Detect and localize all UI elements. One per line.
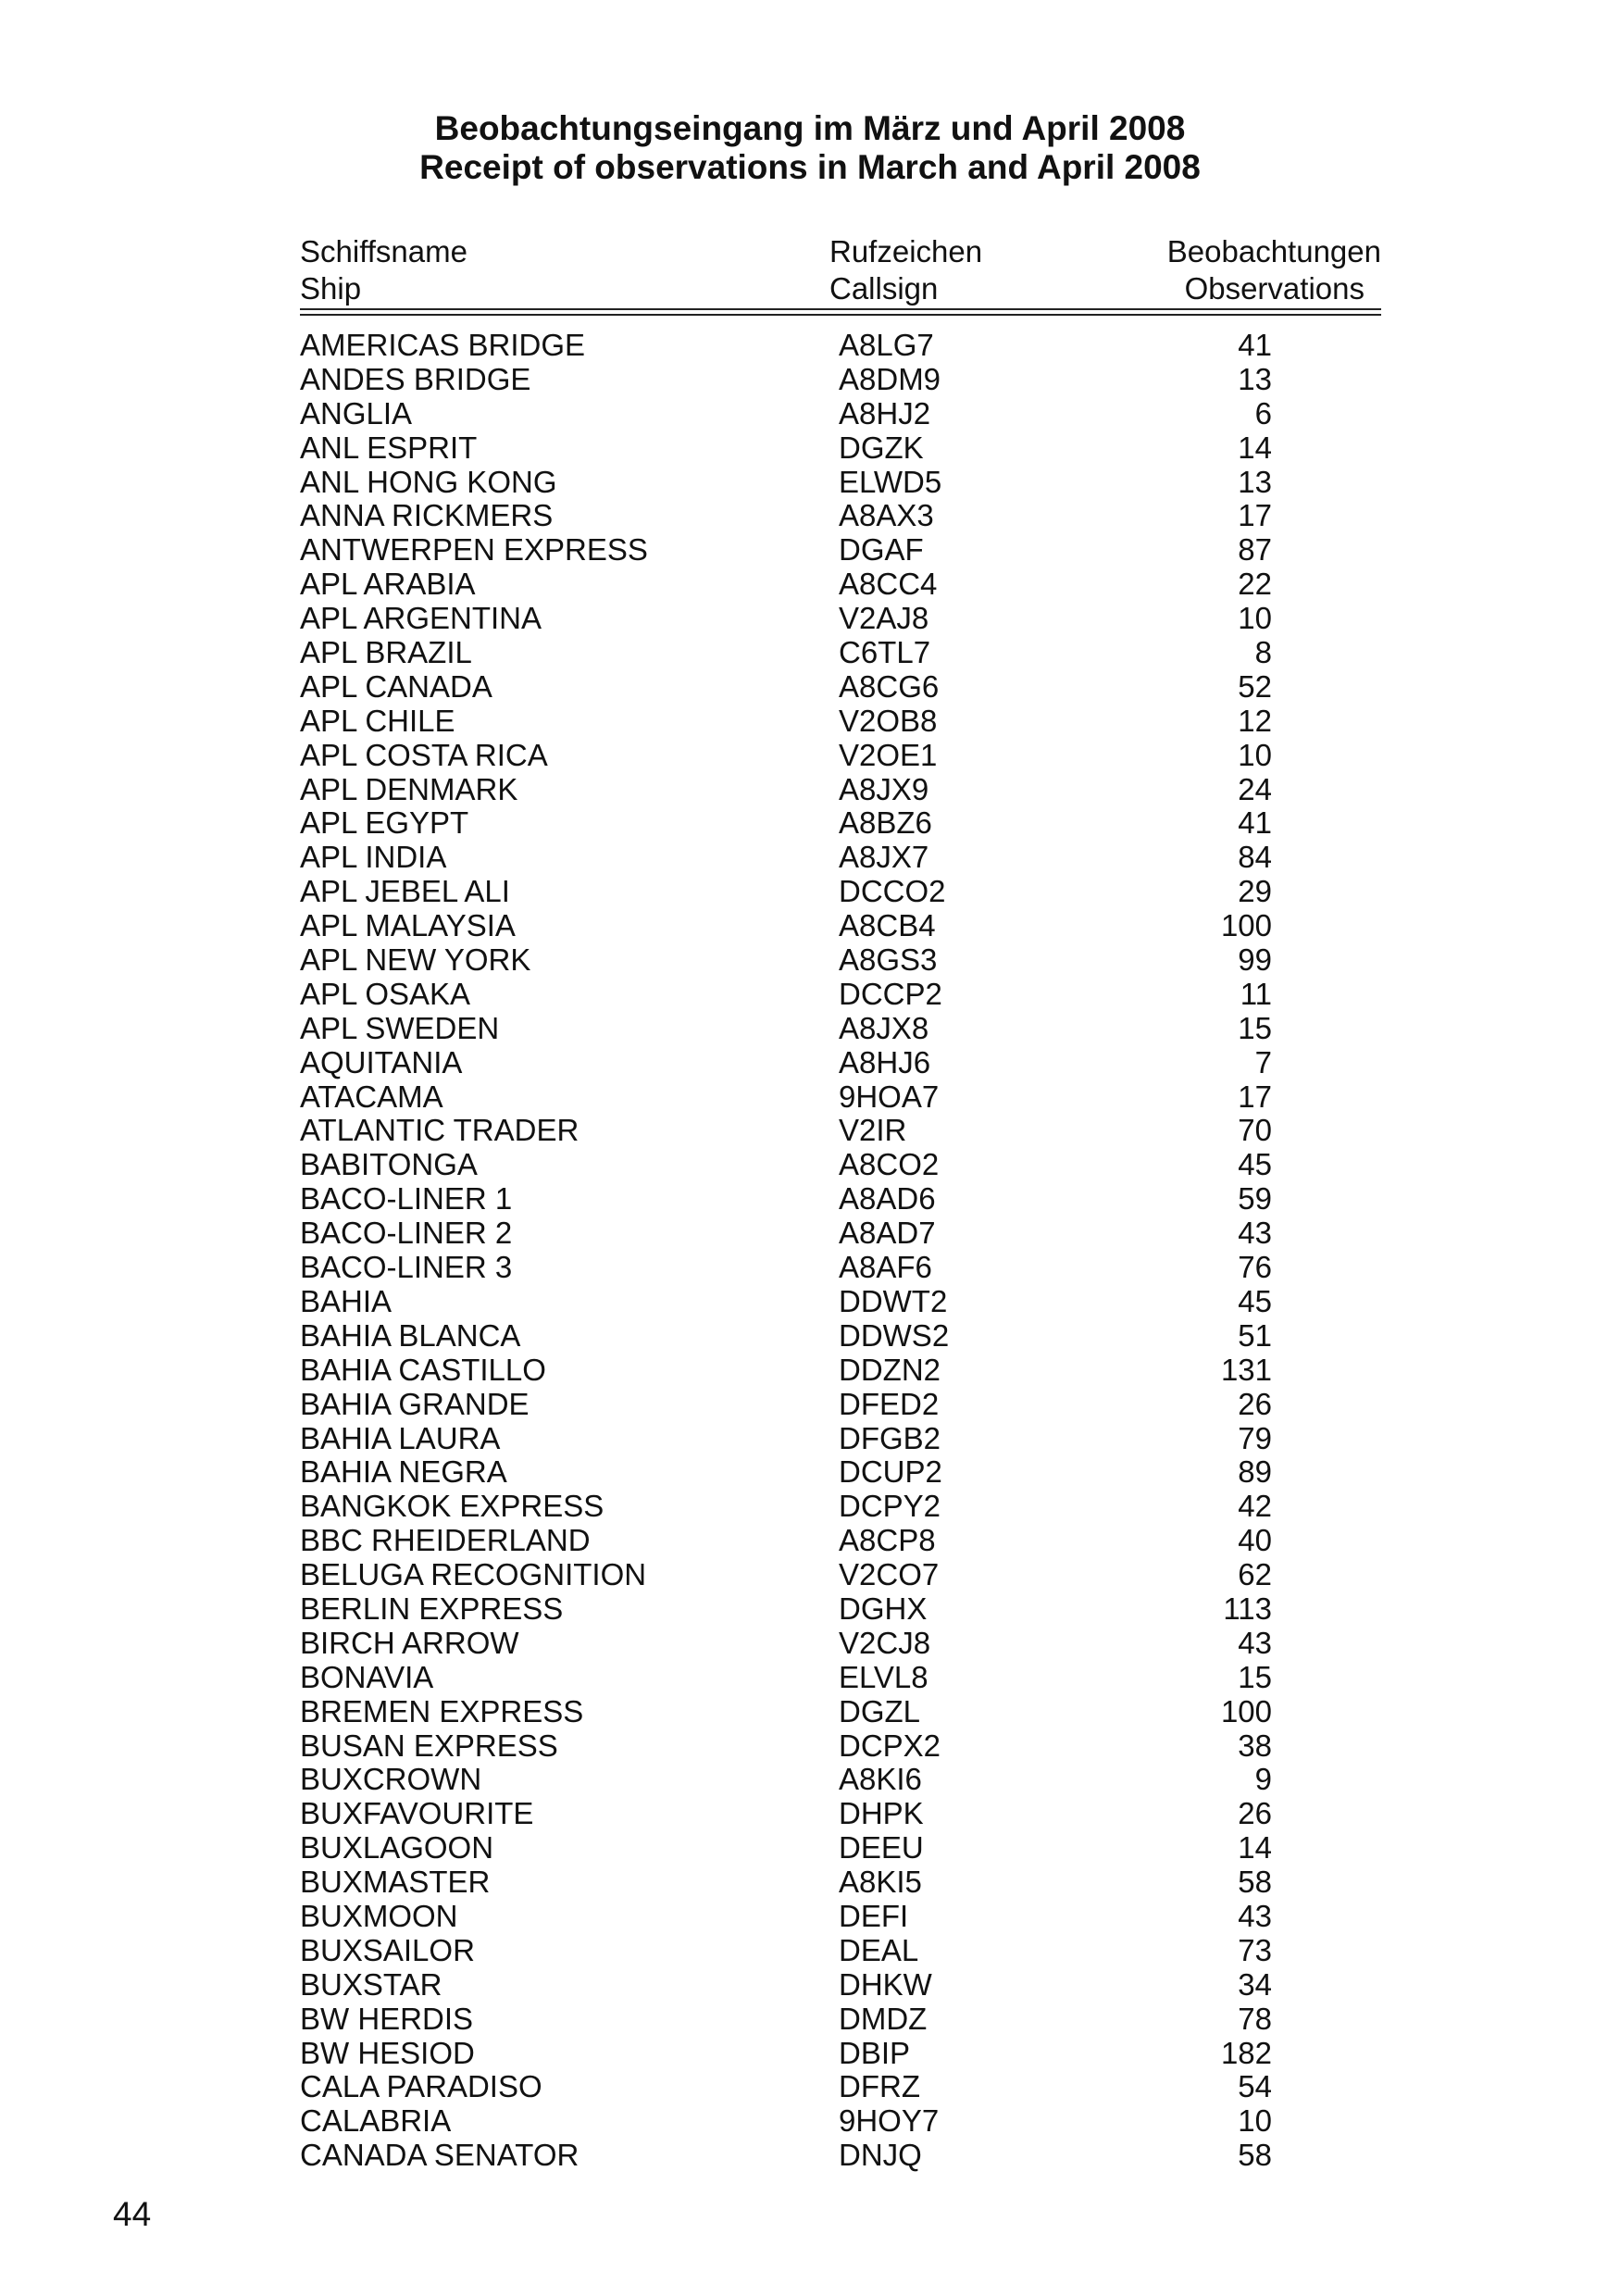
callsign-cell: A8AD6 (839, 1181, 936, 1217)
observations-cell: 58 (1238, 2138, 1272, 2173)
table-row (300, 908, 1381, 942)
observations-cell: 131 (1220, 1352, 1272, 1387)
callsign-cell: V2CJ8 (839, 1625, 931, 1660)
callsign-cell: A8CB4 (839, 908, 936, 943)
ship-header-en: Ship (300, 271, 362, 306)
ship-name-cell: BUXMOON (300, 1898, 458, 1933)
observations-cell: 6 (1254, 395, 1272, 430)
callsign-cell: DDWT2 (839, 1283, 948, 1318)
callsign-cell: 9HOY7 (839, 2103, 940, 2139)
table-row (300, 1250, 1381, 1284)
observations-cell: 79 (1238, 1420, 1272, 1455)
table-row (300, 362, 1381, 396)
callsign-cell: A8AF6 (839, 1250, 932, 1285)
table-row (300, 772, 1381, 806)
observations-cell: 7 (1254, 1044, 1272, 1079)
observations-cell: 38 (1238, 1728, 1272, 1763)
callsign-cell: A8CO2 (839, 1147, 940, 1182)
ship-name-cell: BACO-LINER 3 (300, 1250, 513, 1285)
observations-cell: 84 (1238, 840, 1272, 875)
observations-cell: 11 (1240, 976, 1272, 1011)
table-row (300, 2069, 1381, 2103)
ship-name-cell: ANGLIA (300, 395, 413, 430)
table-row (300, 1523, 1381, 1557)
table-row (300, 1318, 1381, 1353)
ship-name-cell: BAHIA (300, 1283, 393, 1318)
callsign-cell: DDZN2 (839, 1352, 941, 1387)
table-row (300, 567, 1381, 601)
table-row (300, 738, 1381, 772)
callsign-cell: DCCO2 (839, 874, 946, 909)
ship-name-cell: BUSAN EXPRESS (300, 1728, 558, 1763)
table-row (300, 1353, 1381, 1387)
table-row (300, 601, 1381, 635)
observations-header-de: Beobachtungen (1166, 234, 1381, 268)
table-row (300, 1728, 1381, 1763)
observations-cell: 70 (1238, 1113, 1272, 1148)
ship-name-cell: BERLIN EXPRESS (300, 1591, 564, 1626)
observations-cell: 10 (1238, 601, 1272, 636)
page-title-en: Receipt of observations in March and April 2008 (419, 148, 1201, 186)
callsign-cell: V2OB8 (839, 703, 938, 738)
table-row (300, 498, 1381, 532)
table-row (300, 2103, 1381, 2138)
ship-name-cell: AMERICAS BRIDGE (300, 328, 586, 362)
ship-name-cell: AQUITANIA (300, 1044, 463, 1079)
callsign-cell: A8AX3 (839, 498, 934, 533)
callsign-cell: DBIP (839, 2035, 911, 2070)
callsign-cell: A8JX7 (839, 840, 929, 875)
table-row (300, 1113, 1381, 1147)
callsign-cell: A8AD7 (839, 1216, 936, 1251)
ship-table (300, 328, 1381, 2172)
ship-name-cell: BONAVIA (300, 1659, 434, 1694)
page-number: 44 (113, 2195, 152, 2233)
observations-cell: 113 (1223, 1591, 1272, 1626)
header-rule-top (300, 308, 1381, 310)
observations-cell: 52 (1238, 668, 1272, 704)
callsign-cell: A8HJ2 (839, 395, 931, 430)
table-row (300, 1045, 1381, 1079)
table-header (300, 233, 1381, 311)
page-title-de: Beobachtungseingang im März und April 2008 (434, 109, 1186, 147)
callsign-cell: V2OE1 (839, 737, 938, 772)
ship-name-cell: APL BRAZIL (300, 635, 472, 670)
table-row (300, 1899, 1381, 1933)
callsign-cell: 9HOA7 (839, 1079, 940, 1114)
ship-name-cell: APL MALAYSIA (300, 908, 516, 943)
table-row (300, 1865, 1381, 1899)
ship-name-cell: BUXSAILOR (300, 1932, 475, 1967)
observations-cell: 40 (1238, 1523, 1272, 1558)
table-row (300, 1660, 1381, 1694)
observations-cell: 59 (1238, 1181, 1272, 1217)
ship-name-cell: APL CANADA (300, 668, 492, 704)
ship-name-cell: CANADA SENATOR (300, 2138, 579, 2173)
observations-cell: 42 (1238, 1489, 1272, 1524)
observations-cell: 13 (1238, 464, 1272, 499)
ship-name-cell: ATLANTIC TRADER (300, 1113, 579, 1148)
callsign-cell: DMDZ (839, 2001, 928, 2036)
observations-cell: 12 (1238, 703, 1272, 738)
callsign-cell: A8KI5 (839, 1865, 922, 1900)
ship-name-cell: CALABRIA (300, 2103, 452, 2139)
callsign-cell: A8HJ6 (839, 1044, 931, 1079)
ship-name-cell: BUXMASTER (300, 1865, 491, 1900)
observations-column-header (1167, 233, 1381, 307)
callsign-cell: DFRZ (839, 2069, 920, 2104)
observations-cell: 15 (1238, 1659, 1272, 1694)
table-row (300, 1387, 1381, 1421)
observations-cell: 43 (1238, 1216, 1272, 1251)
table-row (300, 2002, 1381, 2036)
callsign-cell: DGZL (839, 1693, 921, 1728)
table-row (300, 977, 1381, 1011)
table-row (300, 704, 1381, 738)
observations-cell: 62 (1238, 1557, 1272, 1592)
ship-name-cell: BACO-LINER 1 (300, 1181, 513, 1217)
ship-name-cell: BUXLAGOON (300, 1830, 494, 1866)
callsign-cell: DGAF (839, 532, 924, 568)
header-rule-bottom (300, 314, 1381, 316)
observations-cell: 15 (1238, 1010, 1272, 1045)
table-row (300, 2138, 1381, 2172)
ship-name-cell: BAHIA GRANDE (300, 1386, 530, 1421)
ship-name-cell: APL INDIA (300, 840, 447, 875)
observations-cell: 99 (1238, 942, 1272, 978)
table-row (300, 669, 1381, 704)
table-row (300, 532, 1381, 567)
observations-cell: 51 (1238, 1317, 1272, 1353)
observations-cell: 22 (1238, 567, 1272, 602)
callsign-column-header (829, 233, 982, 307)
callsign-cell: ELWD5 (839, 464, 942, 499)
ship-name-cell: APL ARABIA (300, 567, 476, 602)
table-row (300, 1011, 1381, 1045)
callsign-cell: A8DM9 (839, 361, 941, 396)
table-row (300, 805, 1381, 840)
observations-cell: 58 (1238, 1865, 1272, 1900)
table-row (300, 1181, 1381, 1216)
observations-cell: 10 (1238, 737, 1272, 772)
callsign-cell: DCCP2 (839, 976, 942, 1011)
observations-cell: 43 (1238, 1898, 1272, 1933)
callsign-cell: A8JX8 (839, 1010, 929, 1045)
table-row (300, 635, 1381, 669)
observations-cell: 41 (1238, 805, 1272, 841)
observations-cell: 26 (1238, 1796, 1272, 1831)
ship-name-cell: ANL ESPRIT (300, 430, 478, 465)
callsign-cell: A8KI6 (839, 1762, 922, 1797)
observations-cell: 8 (1254, 635, 1272, 670)
observations-cell: 43 (1238, 1625, 1272, 1660)
ship-name-cell: BABITONGA (300, 1147, 478, 1182)
callsign-cell: A8CG6 (839, 668, 940, 704)
ship-name-cell: APL CHILE (300, 703, 455, 738)
callsign-cell: DFGB2 (839, 1420, 941, 1455)
observations-cell: 87 (1238, 532, 1272, 568)
ship-name-cell: BANGKOK EXPRESS (300, 1489, 604, 1524)
observations-cell: 100 (1220, 1693, 1272, 1728)
ship-name-cell: BW HERDIS (300, 2001, 474, 2036)
table-row (300, 942, 1381, 977)
callsign-header-de: Rufzeichen (829, 234, 983, 268)
callsign-cell: A8CP8 (839, 1523, 936, 1558)
observations-cell: 17 (1238, 498, 1272, 533)
observations-cell: 41 (1238, 328, 1272, 362)
ship-name-cell: APL SWEDEN (300, 1010, 500, 1045)
ship-name-cell: APL EGYPT (300, 805, 469, 841)
callsign-cell: DGZK (839, 430, 924, 465)
callsign-cell: DEEU (839, 1830, 924, 1866)
callsign-cell: DCPY2 (839, 1489, 941, 1524)
table-row (300, 1933, 1381, 1967)
ship-header-de: Schiffsname (300, 234, 467, 268)
ship-name-cell: APL DENMARK (300, 771, 518, 806)
observations-cell: 182 (1220, 2035, 1272, 2070)
callsign-cell: ELVL8 (839, 1659, 928, 1694)
observations-cell: 89 (1238, 1454, 1272, 1490)
callsign-cell: A8LG7 (839, 328, 934, 362)
callsign-cell: DGHX (839, 1591, 928, 1626)
observations-cell: 10 (1238, 2103, 1272, 2139)
ship-name-cell: APL OSAKA (300, 976, 471, 1011)
ship-name-cell: BIRCH ARROW (300, 1625, 519, 1660)
callsign-cell: DHKW (839, 1966, 932, 2002)
table-row (300, 430, 1381, 465)
table-row (300, 1421, 1381, 1455)
table-row (300, 1830, 1381, 1865)
table-row (300, 1557, 1381, 1591)
ship-name-cell: ANNA RICKMERS (300, 498, 554, 533)
observations-cell: 45 (1238, 1147, 1272, 1182)
callsign-cell: DFED2 (839, 1386, 940, 1421)
ship-name-cell: BACO-LINER 2 (300, 1216, 513, 1251)
callsign-cell: V2CO7 (839, 1557, 940, 1592)
table-row (300, 2036, 1381, 2070)
table-row (300, 465, 1381, 499)
ship-name-cell: BAHIA NEGRA (300, 1454, 507, 1490)
callsign-cell: DCUP2 (839, 1454, 942, 1490)
callsign-cell: DEFI (839, 1898, 909, 1933)
table-row (300, 1216, 1381, 1250)
ship-name-cell: BELUGA RECOGNITION (300, 1557, 647, 1592)
ship-name-cell: ANL HONG KONG (300, 464, 557, 499)
ship-name-cell: BW HESIOD (300, 2035, 475, 2070)
observations-cell: 45 (1238, 1283, 1272, 1318)
table-row (300, 1694, 1381, 1728)
table-row (300, 840, 1381, 874)
callsign-cell: DNJQ (839, 2138, 922, 2173)
table-row (300, 1762, 1381, 1796)
observations-header-en: Observations (1184, 271, 1365, 306)
table-row (300, 1489, 1381, 1523)
observations-cell: 13 (1238, 361, 1272, 396)
table-row (300, 874, 1381, 908)
ship-name-cell: BBC RHEIDERLAND (300, 1523, 591, 1558)
observations-cell: 29 (1238, 874, 1272, 909)
ship-name-cell: BAHIA LAURA (300, 1420, 501, 1455)
callsign-cell: DDWS2 (839, 1317, 950, 1353)
table-row (300, 1967, 1381, 2002)
ship-name-cell: ANTWERPEN EXPRESS (300, 532, 648, 568)
table-row (300, 1454, 1381, 1489)
ship-name-cell: APL NEW YORK (300, 942, 531, 978)
callsign-cell: V2IR (839, 1113, 907, 1148)
callsign-cell: A8JX9 (839, 771, 929, 806)
ship-name-cell: APL ARGENTINA (300, 601, 542, 636)
ship-name-cell: BAHIA CASTILLO (300, 1352, 546, 1387)
observations-cell: 78 (1238, 2001, 1272, 2036)
observations-cell: 100 (1220, 908, 1272, 943)
callsign-cell: DEAL (839, 1932, 919, 1967)
ship-name-cell: APL COSTA RICA (300, 737, 548, 772)
callsign-cell: DHPK (839, 1796, 924, 1831)
ship-name-cell: BUXSTAR (300, 1966, 442, 2002)
observations-cell: 34 (1238, 1966, 1272, 2002)
callsign-cell: A8GS3 (839, 942, 938, 978)
table-row (300, 1591, 1381, 1626)
observations-cell: 76 (1238, 1250, 1272, 1285)
ship-name-cell: BAHIA BLANCA (300, 1317, 521, 1353)
ship-name-cell: APL JEBEL ALI (300, 874, 510, 909)
observations-cell: 14 (1238, 430, 1272, 465)
table-row (300, 1147, 1381, 1181)
observations-cell: 26 (1238, 1386, 1272, 1421)
table-row (300, 396, 1381, 430)
table-row (300, 1796, 1381, 1830)
callsign-cell: V2AJ8 (839, 601, 929, 636)
ship-column-header (300, 233, 467, 307)
table-row (300, 1079, 1381, 1114)
observations-cell: 9 (1254, 1762, 1272, 1797)
observations-cell: 14 (1238, 1830, 1272, 1866)
ship-name-cell: BREMEN EXPRESS (300, 1693, 584, 1728)
table-row (300, 1626, 1381, 1660)
table-row (300, 328, 1381, 362)
table-row (300, 1284, 1381, 1318)
ship-name-cell: BUXFAVOURITE (300, 1796, 534, 1831)
callsign-header-en: Callsign (829, 271, 939, 306)
observations-cell: 54 (1238, 2069, 1272, 2104)
callsign-cell: A8BZ6 (839, 805, 932, 841)
ship-name-cell: CALA PARADISO (300, 2069, 542, 2104)
observations-cell: 73 (1238, 1932, 1272, 1967)
observations-cell: 17 (1238, 1079, 1272, 1114)
observations-cell: 24 (1238, 771, 1272, 806)
ship-name-cell: BUXCROWN (300, 1762, 482, 1797)
ship-name-cell: ATACAMA (300, 1079, 443, 1114)
callsign-cell: A8CC4 (839, 567, 938, 602)
ship-name-cell: ANDES BRIDGE (300, 361, 531, 396)
callsign-cell: C6TL7 (839, 635, 931, 670)
callsign-cell: DCPX2 (839, 1728, 941, 1763)
